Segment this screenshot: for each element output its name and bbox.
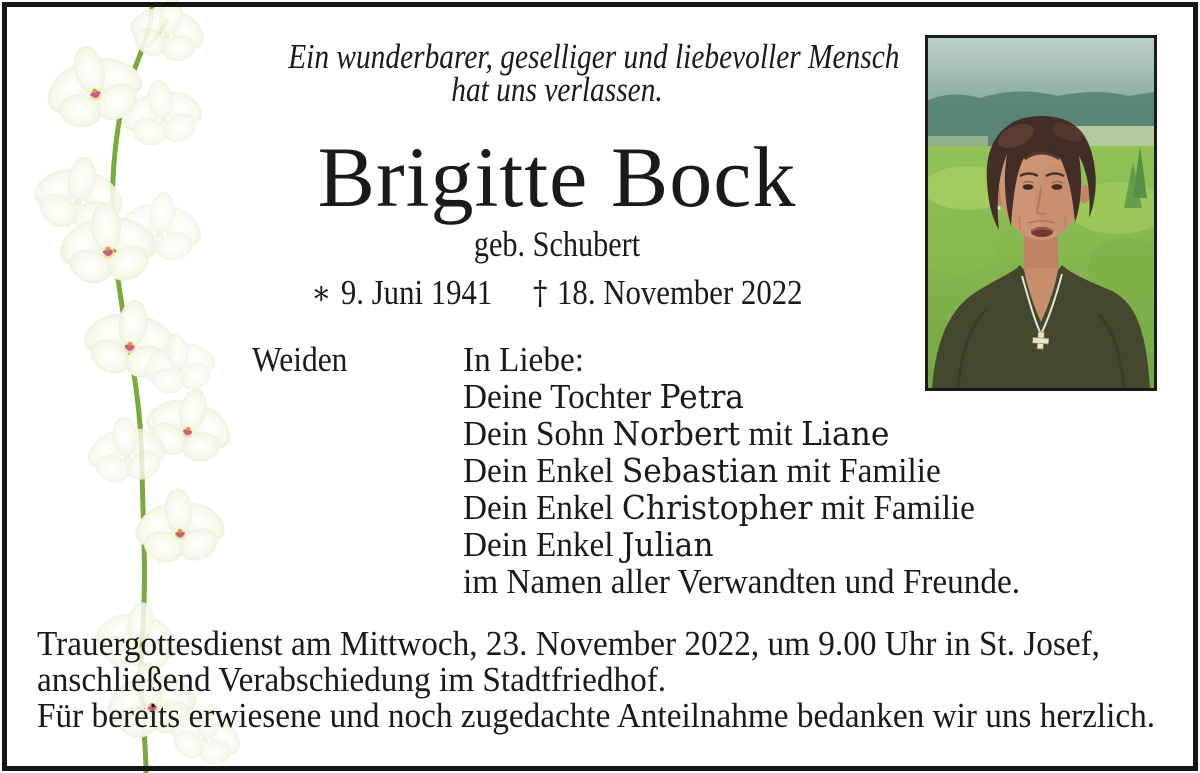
mourner-line: Dein Enkel Christopher mit Familie	[463, 488, 975, 527]
mourner-name: Norbert	[612, 414, 741, 453]
intro-line-1: Ein wunderbarer, geselliger und liebevoller Mensch	[288, 37, 900, 76]
intro-quote	[288, 37, 900, 109]
mourner-line: Deine Tochter Petra	[463, 377, 745, 416]
deceased-name: Brigitte Bock	[317, 129, 797, 225]
mourner-name: Julian	[621, 525, 714, 564]
death-date: 18. November 2022	[557, 273, 803, 312]
closing-line: im Namen aller Verwandten und Freunde.	[463, 562, 1021, 601]
salutation: In Liebe:	[463, 340, 584, 379]
death-date-group	[533, 274, 803, 311]
portrait-photo-image	[928, 38, 1154, 388]
service-line-1: Trauergottesdienst am Mittwoch, 23. November 2022, um 9.00 Uhr in St. Josef,	[37, 624, 1101, 663]
mourner-name: Liane	[801, 414, 890, 453]
maiden-name: geb. Schubert	[473, 224, 641, 264]
intro-line-2: hat uns verlassen.	[451, 70, 663, 109]
mourner-line: Dein Sohn Norbert mit Liane	[463, 414, 890, 453]
mourner-name: Petra	[659, 377, 745, 416]
thanks-line: Für bereits erwiesene und noch zugedachte Anteilnahme bedanken wir uns herzlich.	[37, 696, 1156, 735]
life-dates	[275, 274, 838, 311]
mourner-line: Dein Enkel Julian	[463, 525, 714, 564]
birth-date-group	[311, 274, 492, 311]
mourner-name: Sebastian	[621, 451, 779, 490]
service-info	[37, 626, 1155, 734]
mourner-name: Christopher	[621, 488, 813, 527]
city-label: Weiden	[252, 340, 348, 379]
birth-star-symbol: ∗	[311, 273, 332, 312]
portrait-photo	[925, 35, 1157, 391]
mourner-line: Dein Enkel Sebastian mit Familie	[463, 451, 941, 490]
service-line-2: anschließend Verabschiedung im Stadtfriedhof.	[37, 660, 667, 699]
death-cross-symbol: †	[532, 273, 548, 312]
birth-date: 9. Juni 1941	[340, 273, 493, 312]
